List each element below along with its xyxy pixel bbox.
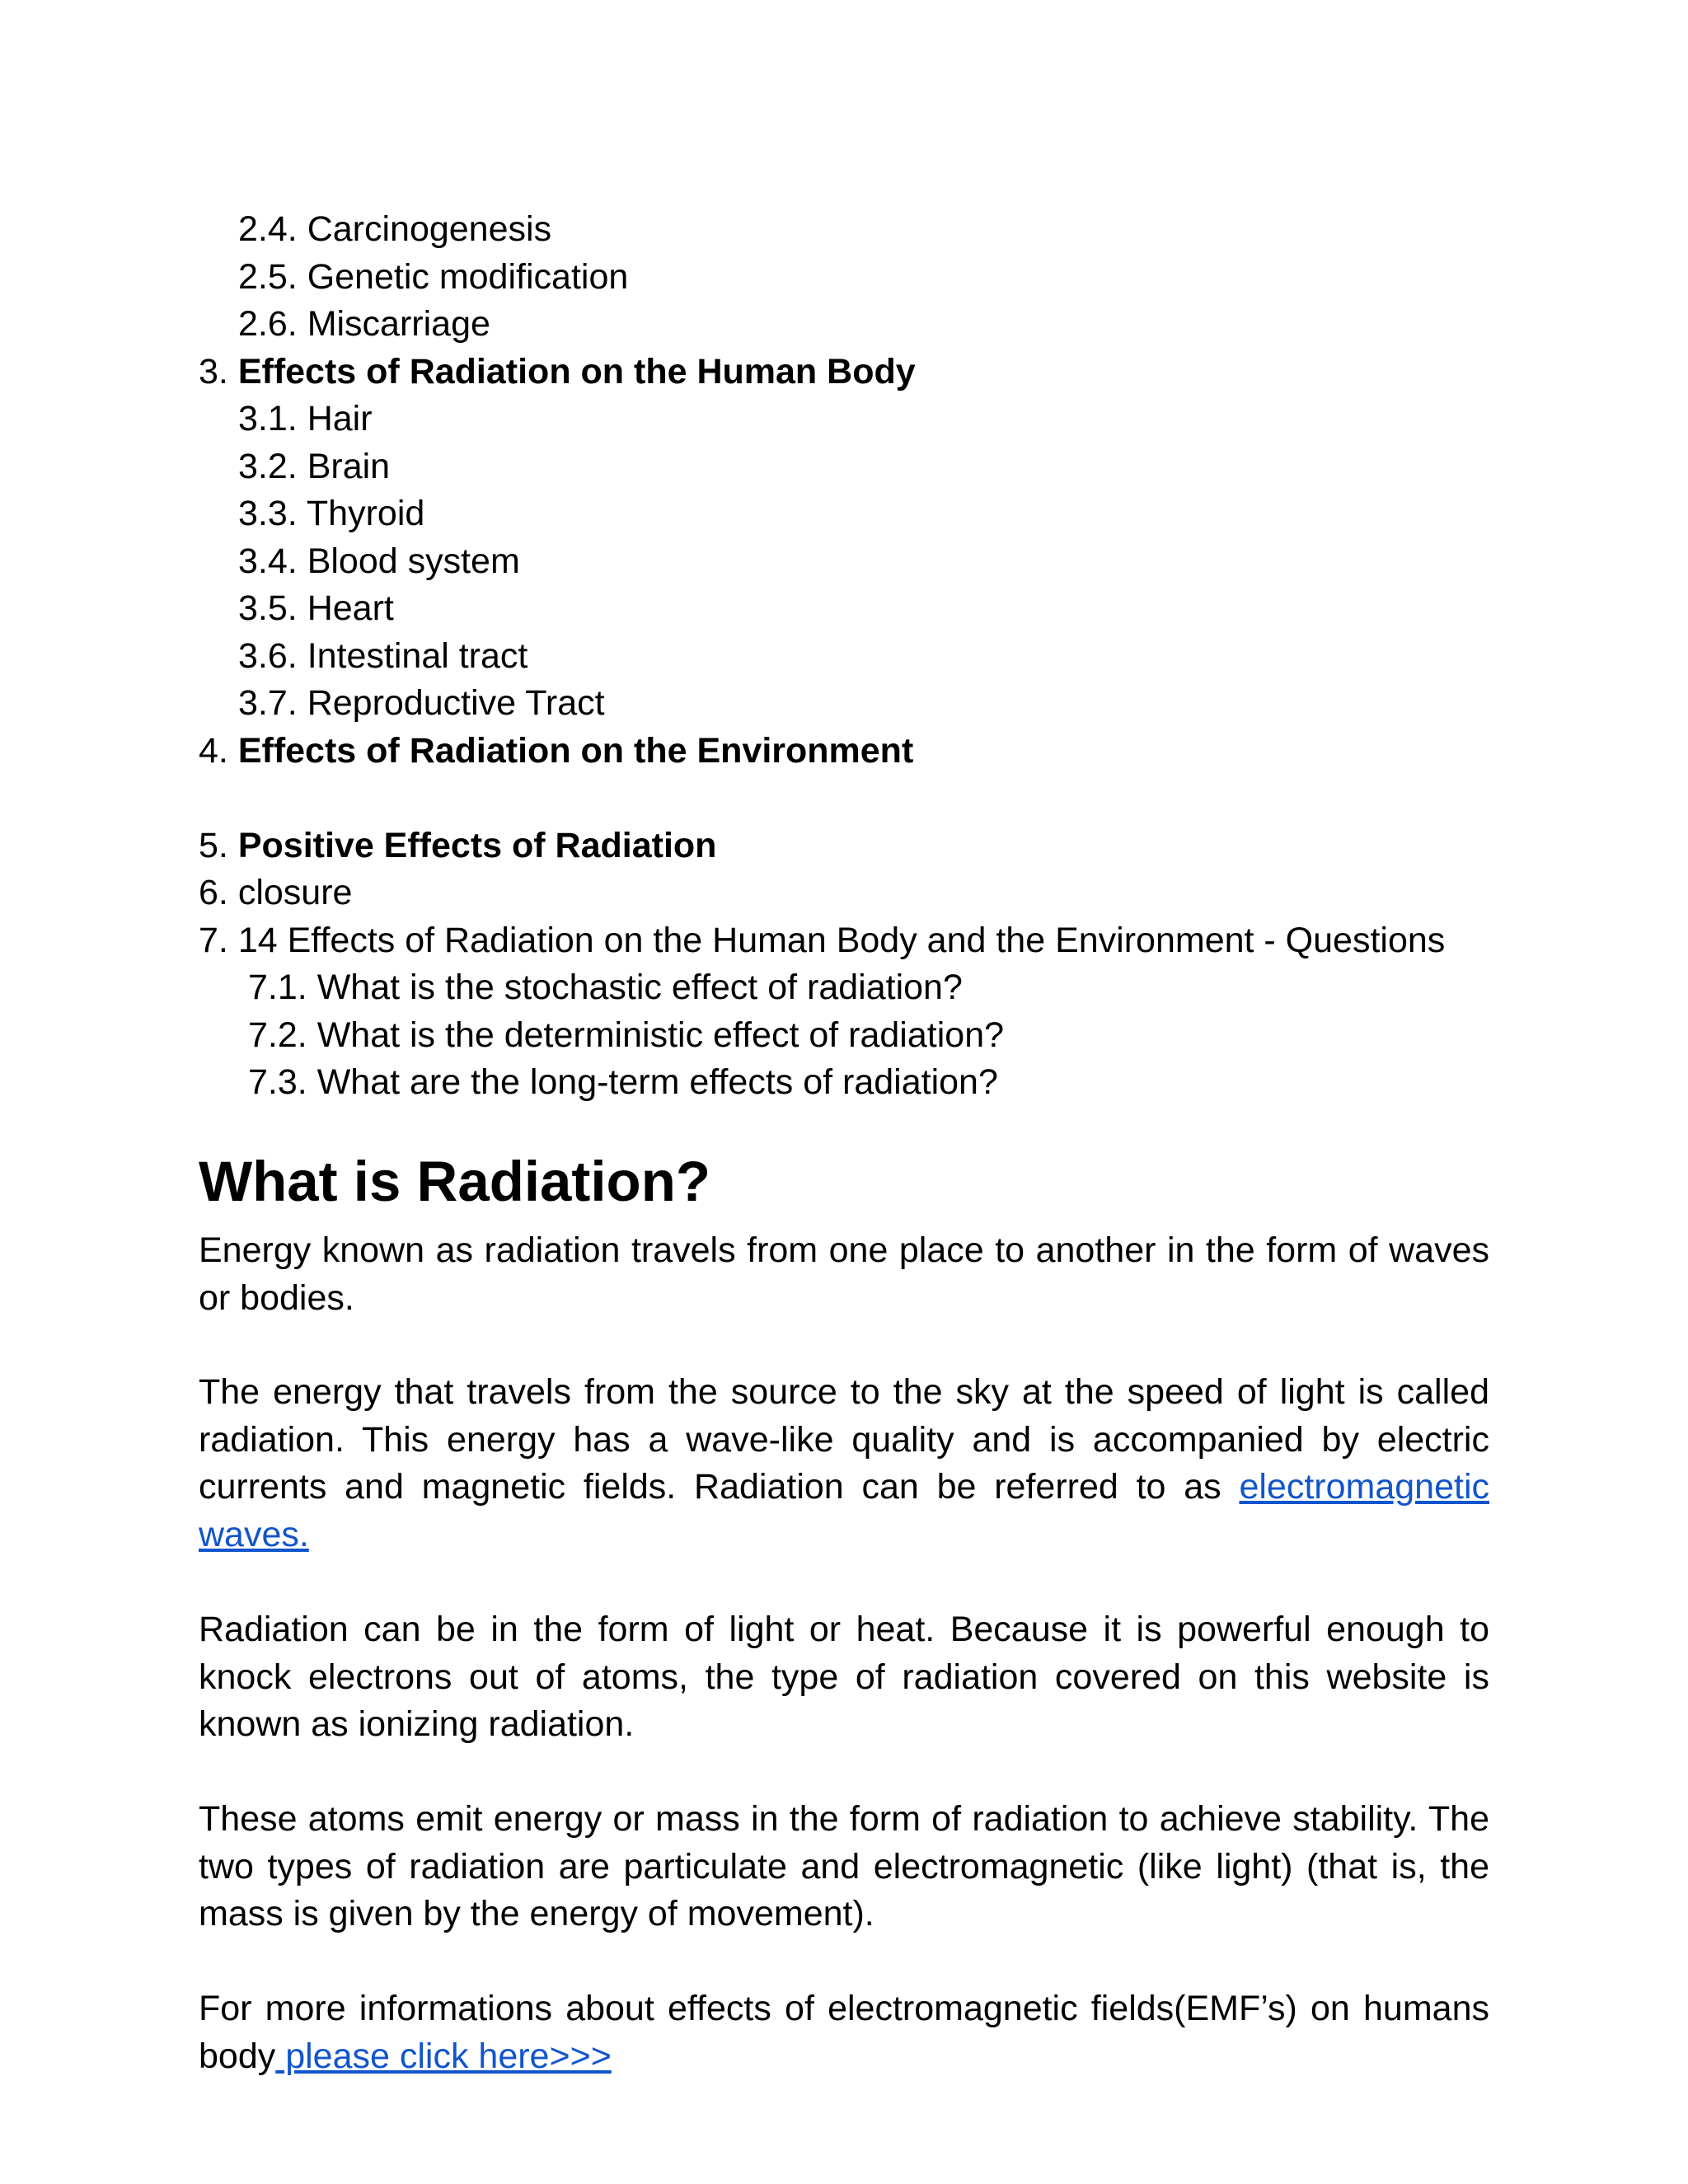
paragraph-ionizing: Radiation can be in the form of light or heat. Because it is powerful enough to knock electrons out of atoms, the type of radiation covered on this website is known as ionizing radiation. (199, 1610, 1489, 1744)
paragraph-text: The energy that travels from the source to the sky at the speed of light is called radiation. This energy has a wave-like quality and is accompanied by electric currents and magnetic fields. Radiation can be referred to as (199, 1372, 1489, 1507)
table-of-contents (199, 206, 1489, 1107)
paragraph-definition: Energy known as radiation travels from one place to another in the form of waves or bodies. (199, 1230, 1489, 1318)
toc-section[interactable]: 6. closure (199, 873, 353, 912)
click-here-link[interactable]: please click here>>> (275, 2036, 612, 2076)
section-heading: What is Radiation? (199, 1150, 710, 1213)
toc-item[interactable]: 2.5. Genetic modification (238, 256, 629, 297)
toc-section[interactable]: 5. Positive Effects of Radiation (199, 825, 717, 865)
toc-item[interactable]: 7.3. What are the long-term effects of radiation? (248, 1062, 998, 1102)
toc-spacer (199, 775, 1489, 823)
toc-item[interactable]: 3.3. Thyroid (238, 494, 425, 533)
toc-item[interactable]: 3.1. Hair (238, 399, 373, 438)
toc-item[interactable]: 2.6. Miscarriage (238, 304, 490, 344)
toc-section[interactable]: 3. Effects of Radiation on the Human Body (199, 351, 916, 391)
paragraph-more-info (199, 1985, 1489, 2080)
toc-item[interactable]: 3.7. Reproductive Tract (238, 683, 605, 723)
electromagnetic-waves-link[interactable]: electromagnetic waves. (199, 1467, 1489, 1554)
toc-item[interactable]: 3.6. Intestinal tract (238, 635, 528, 676)
toc-item[interactable]: 2.4. Carcinogenesis (238, 209, 552, 249)
toc-section[interactable]: 7. 14 Effects of Radiation on the Human Body and the Environment - Questions (199, 920, 1446, 960)
toc-item[interactable]: 3.5. Heart (238, 588, 394, 628)
paragraph-particulate: These atoms emit energy or mass in the form of radiation to achieve stability. The two types of radiation are particulate and electromagnetic (like light) (that is, the mass is given by the energy of movement). (199, 1799, 1489, 1933)
paragraph-text: For more informations about effects of electromagnetic fields(EMF’s) on humans body (199, 1989, 1489, 2076)
toc-item[interactable]: 7.1. What is the stochastic effect of radiation? (248, 968, 963, 1007)
paragraph-energy (199, 1369, 1489, 1558)
toc-item[interactable]: 3.2. Brain (238, 446, 391, 486)
toc-section[interactable]: 4. Effects of Radiation on the Environment (199, 730, 914, 771)
toc-item[interactable]: 3.4. Blood system (238, 541, 520, 581)
toc-item[interactable]: 7.2. What is the deterministic effect of radiation? (248, 1015, 1005, 1055)
